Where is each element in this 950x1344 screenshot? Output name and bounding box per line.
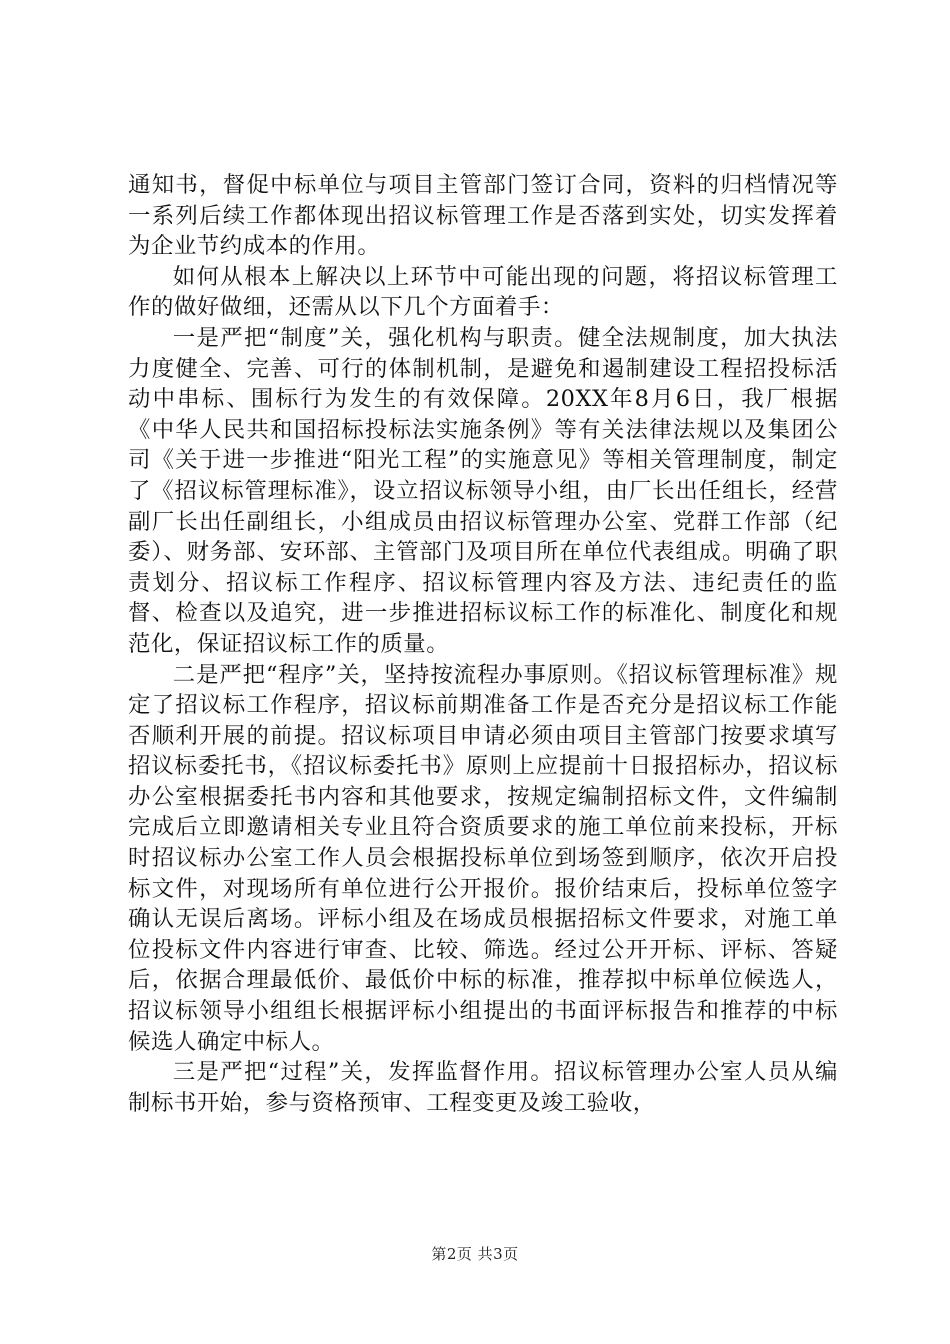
paragraph: 如何从根本上解决以上环节中可能出现的问题，将招议标管理工作的做好做细，还需从以下几个方面着手： bbox=[128, 263, 838, 321]
paragraph: 一是严把“制度”关，强化机构与职责。健全法规制度，加大执法力度健全、完善、可行的体制机制，是避免和遏制建设工程招投标活动中串标、围标行为发生的有效保障。20XX年8月6日，我厂根据《中华人民共和国招标投标法实施条例》等有关法律法规以及集团公司《关于进一步推进“阳光工程”的实施意见》等相关管理制度，制定了《招议标管理标准》，设立招议标领导小组，由厂长出任组长，经营副厂长出任副组长，小组成员由招议标管理办公室、党群工作部（纪委）、财务部、安环部、主管部门及项目所在单位代表组成。明确了职责划分、招议标工作程序、招议标管理内容及方法、违纪责任的监督、检查以及追究，进一步推进招标议标工作的标准化、制度化和规范化，保证招议标工作的质量。 bbox=[128, 324, 838, 657]
paragraph: 二是严把“程序”关，坚持按流程办事原则。《招议标管理标准》规定了招议标工作程序，招议标前期准备工作是否充分是招议标工作能否顺利开展的前提。招议标项目申请必须由项目主管部门按要求填写招议标委托书，《招议标委托书》原则上应提前十日报招标办，招议标办公室根据委托书内容和其他要求，按规定编制招标文件，文件编制完成后立即邀请相关专业且符合资质要求的施工单位前来投标，开标时招议标办公室工作人员会根据投标单位到场签到顺序，依次开启投标文件，对现场所有单位进行公开报价。报价结束后，投标单位签字确认无误后离场。评标小组及在场成员根据招标文件要求，对施工单位投标文件内容进行审查、比较、筛选。经过公开开标、评标、答疑后，依据合理最低价、最低价中标的标准，推荐拟中标单位候选人，招议标领导小组组长根据评标小组提出的书面评标报告和推荐的中标候选人确定中标人。 bbox=[128, 661, 838, 1055]
paragraph: 通知书，督促中标单位与项目主管部门签订合同，资料的归档情况等一系列后续工作都体现出招议标管理工作是否落到实处，切实发挥着为企业节约成本的作用。 bbox=[128, 172, 838, 260]
document-body bbox=[128, 170, 838, 1118]
paragraph: 三是严把“过程”关，发挥监督作用。招议标管理办公室人员从编制标书开始，参与资格预审、工程变更及竣工验收， bbox=[128, 1059, 838, 1116]
page-number-footer: 第2页 共3页 bbox=[431, 1245, 519, 1263]
